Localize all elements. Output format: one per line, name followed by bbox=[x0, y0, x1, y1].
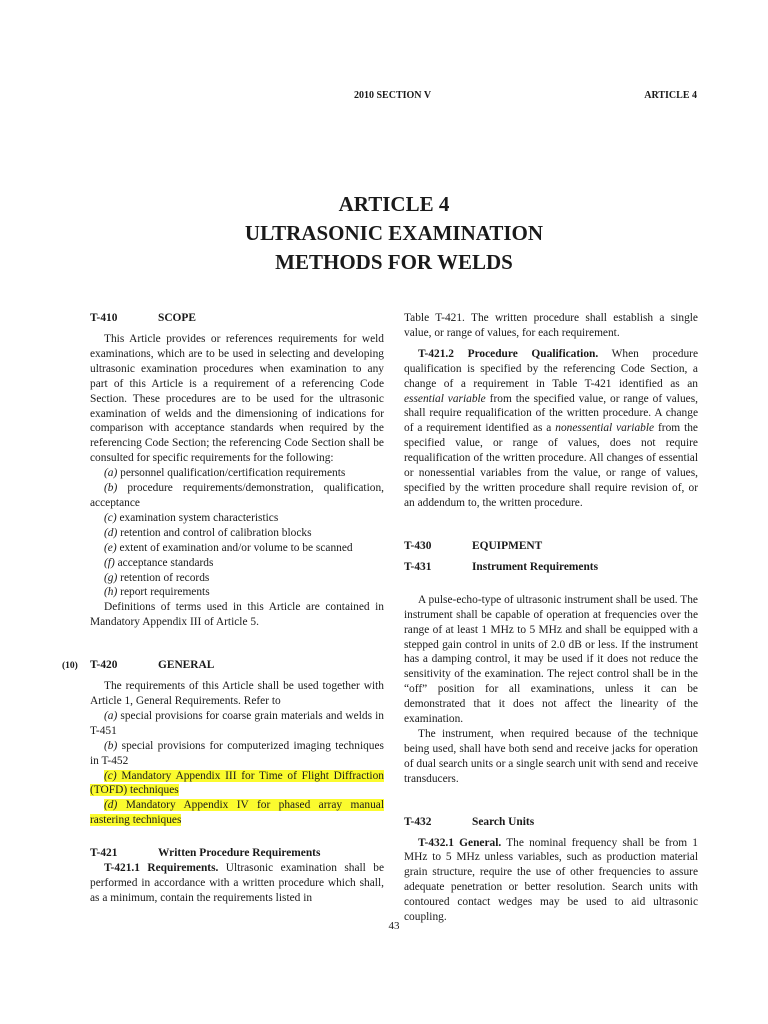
search-units-paragraph: T-432.1 General. The nominal frequency shall be from 1 MHz to 5 MHz unless variables, such as production material grain structure, require the use of other frequencies to assure adequate penetration or better resolution. Search units with contoured contact wedges may be used to aid ultrasonic coupling. bbox=[404, 836, 699, 924]
section-title: EQUIPMENT bbox=[472, 539, 543, 552]
article-title-line-2: ULTRASONIC EXAMINATION bbox=[244, 221, 544, 245]
section-number: T-430 bbox=[404, 539, 432, 552]
section-title: Search Units bbox=[472, 815, 535, 828]
highlighted-list-item: (c) Mandatory Appendix III for Time of Flight Diffraction (TOFD) techniques bbox=[90, 769, 384, 797]
scope-paragraph: This Article provides or references requirements for weld examinations, which are to be used in selecting and developing ultrasonic examination procedures when examination to any part of this Article is a requirement of a referencing Code Section. These procedures are to be used for the ultrasonic examination of welds and the dimensioning of indications for comparison with acceptance standards when required by the referencing Code Section; the referencing Code Section shall be consulted for specific requirements for the following: bbox=[90, 333, 384, 465]
list-item: (h) report requirements bbox=[104, 586, 210, 599]
article-title bbox=[0, 190, 768, 277]
section-number: T-432 bbox=[404, 815, 432, 828]
section-number: T-410 bbox=[90, 312, 118, 324]
list-item: (b) procedure requirements/demonstration, qualification, acceptance bbox=[90, 482, 384, 509]
scope-list bbox=[90, 466, 384, 600]
highlighted-list-item: (d) Mandatory Appendix IV for phased array manual rastering techniques bbox=[90, 799, 384, 827]
general-paragraph: The requirements of this Article shall be used together with Article 1, General Requirements. Refer to bbox=[90, 680, 384, 708]
article-title-line-1: ARTICLE 4 bbox=[338, 192, 450, 216]
list-item: (e) extent of examination and/or volume to be scanned bbox=[104, 541, 353, 554]
section-title: GENERAL bbox=[158, 659, 215, 672]
list-item: (c) examination system characteristics bbox=[104, 511, 279, 524]
left-column bbox=[62, 311, 385, 906]
list-item: (a) special provisions for coarse grain materials and welds in T-451 bbox=[90, 709, 384, 737]
continued-paragraph: Table T-421. The written procedure shall establish a single value, or range of values, for each requirement. bbox=[404, 312, 698, 339]
section-title: Instrument Requirements bbox=[472, 560, 599, 573]
section-title: SCOPE bbox=[158, 312, 196, 324]
page-number: 43 bbox=[388, 920, 400, 932]
section-heading-t420 bbox=[62, 658, 384, 673]
section-heading-t431 bbox=[404, 560, 698, 575]
instrument-paragraph-2: The instrument, when required because of the technique being used, shall have both send and receive jacks for operation of dual search units or a single search unit with send and receive transducers. bbox=[404, 727, 698, 785]
article-title-line-3: METHODS FOR WELDS bbox=[275, 250, 513, 274]
section-title: Written Procedure Requirements bbox=[158, 847, 321, 860]
running-head-section: 2010 SECTION V bbox=[354, 90, 432, 101]
list-item: (f) acceptance standards bbox=[104, 556, 214, 569]
section-heading-t430 bbox=[404, 539, 698, 554]
list-item: (g) retention of records bbox=[104, 571, 210, 584]
requirements-paragraph: T-421.1 Requirements. Ultrasonic examination shall be performed in accordance with a written procedure which shall, as a minimum, contain the requirements listed in bbox=[90, 862, 385, 904]
running-head bbox=[0, 90, 768, 104]
section-number: T-431 bbox=[404, 560, 432, 573]
right-column bbox=[404, 311, 698, 925]
running-head-article: ARTICLE 4 bbox=[644, 90, 697, 101]
list-item: (d) retention and control of calibration blocks bbox=[104, 526, 312, 539]
section-heading-t432 bbox=[404, 815, 698, 830]
section-number: T-421 bbox=[90, 847, 118, 860]
definitions-paragraph: Definitions of terms used in this Article are contained in Mandatory Appendix III of Article 5. bbox=[90, 601, 384, 629]
section-heading-t421 bbox=[90, 846, 384, 861]
revision-marker: (10) bbox=[62, 661, 78, 672]
section-number: T-420 bbox=[90, 659, 118, 672]
procedure-qualification-paragraph: T-421.2 Procedure Qualification. When procedure qualification is specified by the referencing Code Section, a change of a requirement in Table T-421 identified as an essential variable from the specified value, or range of values, shall require requalification of the written procedure. A change of a requirement identified as a nonessential variable from the specified value, or range of values, does not require requalification of the written procedure. All changes of essential or nonessential variables from the value, or range of values, specified by the written procedure shall require revision of, or an addendum to, the written procedure. bbox=[404, 347, 699, 509]
list-item: (b) special provisions for computerized imaging techniques in T-452 bbox=[90, 739, 384, 767]
list-item: (a) personnel qualification/certification requirements bbox=[104, 467, 346, 480]
instrument-paragraph-1: A pulse-echo-type of ultrasonic instrument shall be used. The instrument shall be capable of operation at frequencies over the range of at least 1 MHz to 5 MHz and shall be equipped with a stepped gain control in units of 2.0 dB or less. If the instrument has a damping control, it may be used if it does not reduce the sensitivity of the examination. The reject control shall be in the “off” position for all examinations, unless it can be demonstrated that it does not affect the linearity of the examination. bbox=[404, 593, 698, 726]
section-heading-t410 bbox=[90, 311, 384, 326]
